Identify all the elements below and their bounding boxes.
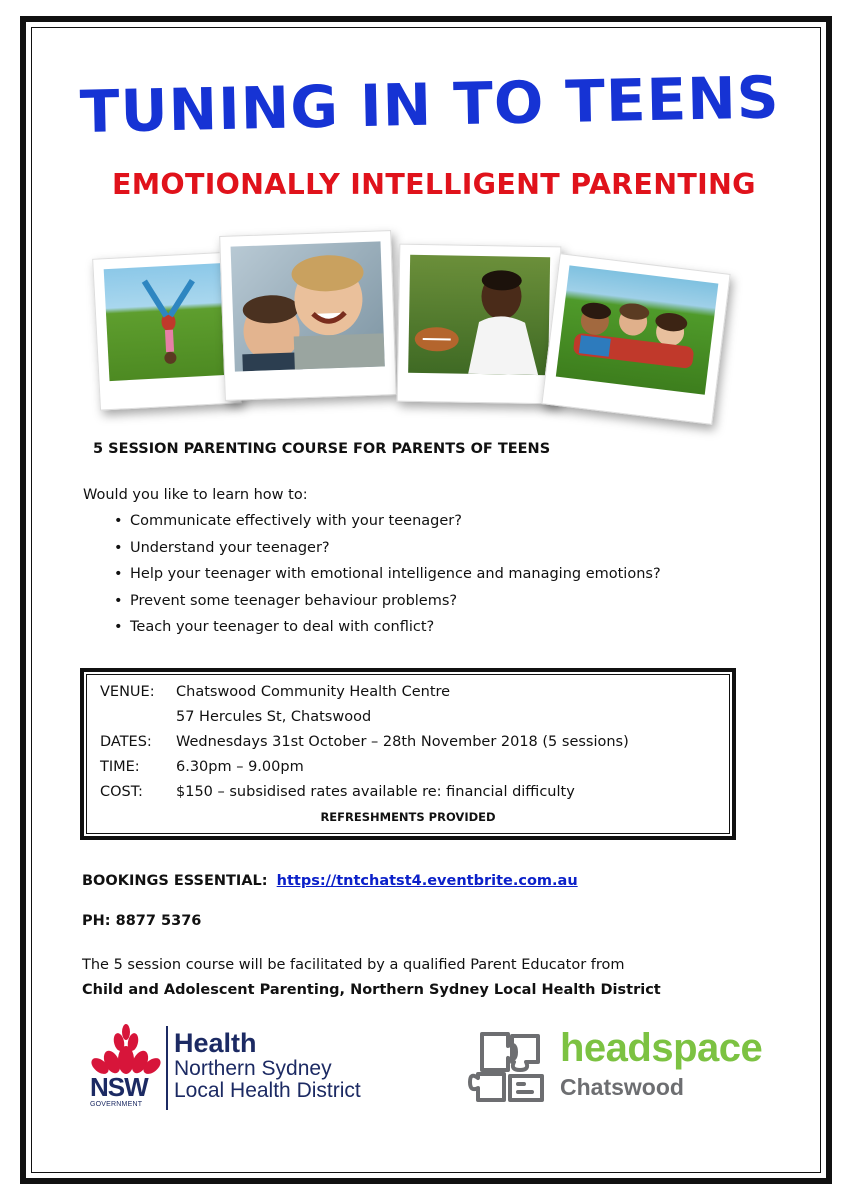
photo-group [541,253,730,425]
bookings-line [82,873,578,889]
photo-collage [80,225,760,425]
booking-link[interactable]: https://tntchatst4.eventbrite.com.au [276,873,578,889]
venue-address: 57 Hercules St, Chatswood [176,709,372,725]
photo-cartwheel [92,251,242,410]
nsw-government-label: GOVERNMENT [90,1101,143,1108]
cost-row [100,784,575,800]
cost-value: $150 – subsidised rates available re: financial difficulty [176,784,575,800]
list-item: • Communicate effectively with your teenager? [118,513,661,540]
course-heading: 5 SESSION PARENTING COURSE FOR PARENTS OF TEENS [93,441,551,457]
venue-row [100,684,450,700]
list-item: • Prevent some teenager behaviour problems? [118,593,661,620]
dates-label: DATES: [100,734,152,750]
headspace-logo [468,1024,788,1114]
list-item: • Understand your teenager? [118,540,661,567]
time-label: TIME: [100,759,140,775]
headspace-location: Chatswood [560,1074,684,1100]
health-sub2: Local Health District [174,1079,361,1102]
nsw-health-logo [86,1020,416,1120]
facilitator-org: Child and Adolescent Parenting, Northern Sydney Local Health District [82,982,661,998]
poster-title: TUNING IN TO TEENS [79,63,781,146]
refreshments-note: REFRESHMENTS PROVIDED [320,810,496,824]
time-row [100,759,304,775]
photo-boys [219,230,397,401]
health-sub1: Northern Sydney [174,1057,332,1080]
health-district-text [174,1028,361,1102]
waratah-icon [86,1020,166,1076]
health-label: Health [174,1028,257,1058]
bookings-label: BOOKINGS ESSENTIAL: [82,873,268,889]
cost-label: COST: [100,784,143,800]
list-item: • Teach your teenager to deal with conflict? [118,619,661,646]
benefits-list [118,513,661,646]
nsw-wordmark: NSW [90,1072,148,1102]
dates-row [100,734,629,750]
venue-label: VENUE: [100,684,155,700]
list-item: • Help your teenager with emotional intelligence and managing emotions? [118,566,661,593]
logo-divider [166,1026,168,1110]
intro-text: Would you like to learn how to: [83,487,308,503]
details-box [80,668,736,840]
time-value: 6.30pm – 9.00pm [176,759,304,775]
venue-value: Chatswood Community Health Centre [176,684,451,700]
photo-football [397,244,562,405]
phone-number: PH: 8877 5376 [82,913,202,929]
facilitator-line: The 5 session course will be facilitated by a qualified Parent Educator from [82,957,625,973]
headspace-puzzle-icon [468,1024,552,1108]
facilitator-note [82,953,661,1003]
headspace-wordmark: headspace [560,1026,763,1070]
dates-value: Wednesdays 31st October – 28th November 2018 (5 sessions) [176,734,629,750]
poster-subtitle: EMOTIONALLY INTELLIGENT PARENTING [112,168,756,201]
